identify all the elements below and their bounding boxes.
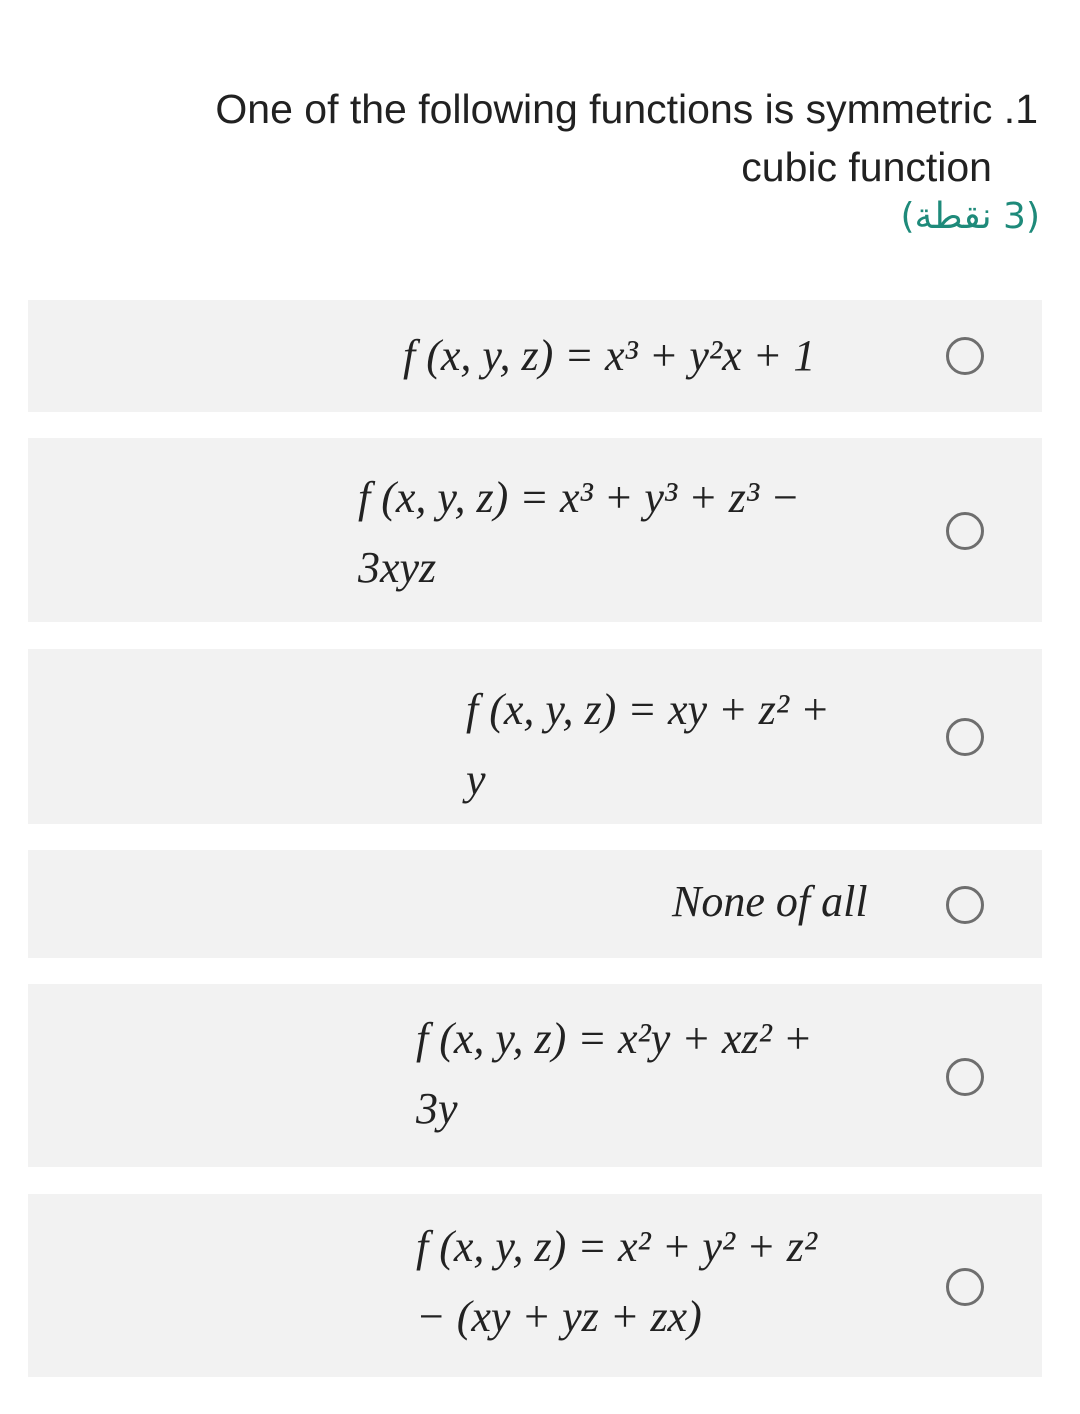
radio-unchecked-icon[interactable] (946, 337, 984, 375)
formula-line: y (466, 755, 486, 804)
formula-line: f (x, y, z) = x³ + y³ + z³ − (358, 473, 800, 522)
option-5[interactable] (28, 984, 1042, 1167)
option-3-formula (466, 675, 830, 815)
radio-unchecked-icon[interactable] (946, 1268, 984, 1306)
radio-unchecked-icon[interactable] (946, 1058, 984, 1096)
option-1-formula (403, 321, 815, 391)
radio-unchecked-icon[interactable] (946, 886, 984, 924)
radio-unchecked-icon[interactable] (946, 512, 984, 550)
option-5-formula (416, 1004, 812, 1144)
radio-unchecked-icon[interactable] (946, 718, 984, 756)
formula-line: 3y (416, 1084, 458, 1133)
formula-line: 3xyz (358, 543, 437, 592)
formula-line: None of all (672, 877, 868, 926)
formula-line: − (xy + yz + zx) (416, 1292, 702, 1341)
option-4[interactable] (28, 850, 1042, 958)
points-label: (3 نقطة) (900, 196, 1040, 237)
option-4-formula (672, 867, 868, 937)
option-2[interactable] (28, 438, 1042, 622)
option-6-formula (416, 1212, 817, 1352)
option-1[interactable] (28, 300, 1042, 412)
option-6[interactable] (28, 1194, 1042, 1377)
formula-line: f (x, y, z) = xy + z² + (466, 685, 830, 734)
question-text-line2: cubic function (741, 144, 992, 190)
formula-line: f (x, y, z) = x³ + y²x + 1 (403, 331, 816, 380)
question-text-line1: One of the following functions is symmetric .1 (215, 86, 1038, 132)
option-3[interactable] (28, 649, 1042, 824)
formula-line: f (x, y, z) = x²y + xz² + (416, 1014, 813, 1063)
formula-line: f (x, y, z) = x² + y² + z² (416, 1222, 818, 1271)
question-title (60, 80, 1038, 196)
option-2-formula (358, 463, 800, 603)
